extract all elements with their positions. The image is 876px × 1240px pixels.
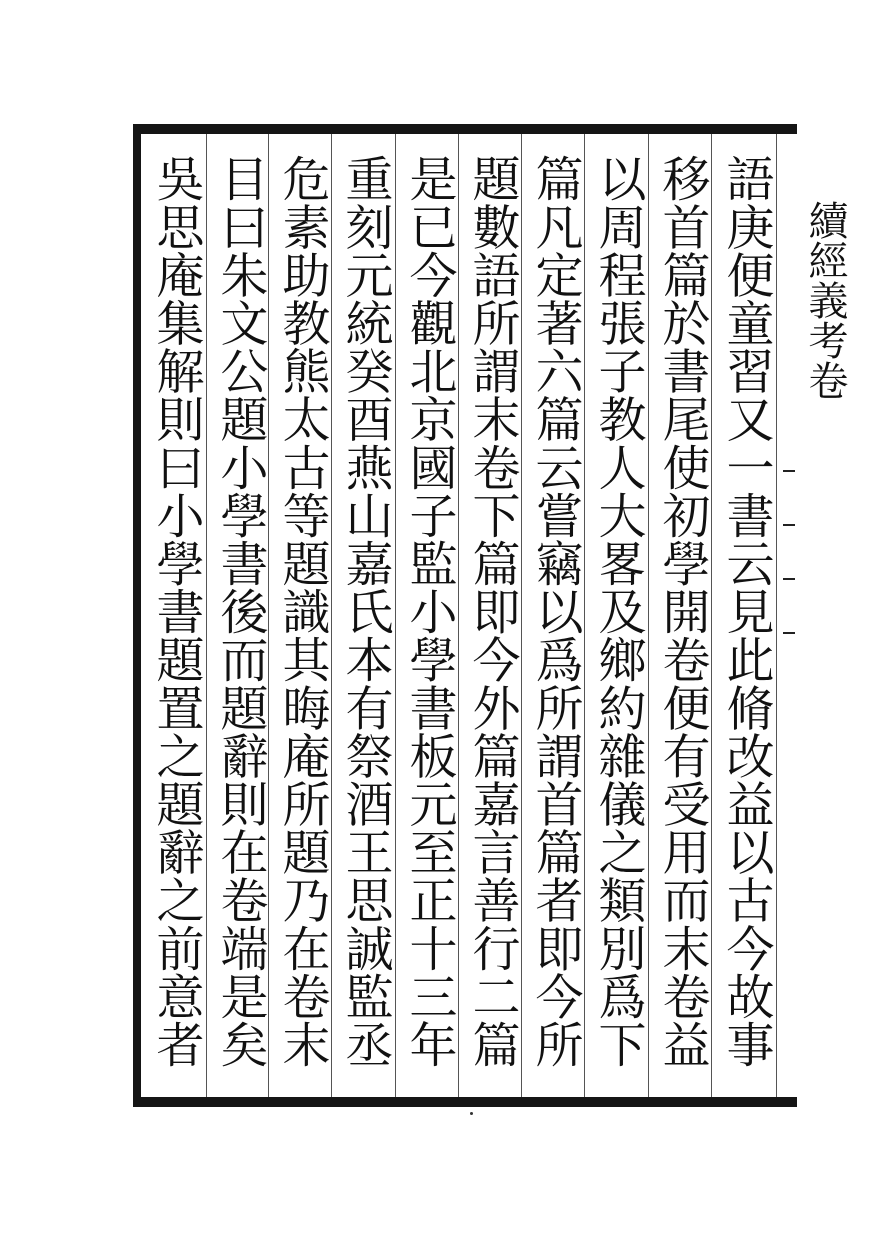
column-divider: [458, 134, 459, 1097]
text-column-10: 吳思庵集解則曰小學書題置之題辭之前意者: [148, 154, 204, 1068]
margin-marks: [783, 470, 795, 700]
column-divider: [395, 134, 396, 1097]
border-left: [133, 124, 141, 1107]
margin-header: 續經義考卷: [802, 200, 848, 400]
column-divider: [711, 134, 712, 1097]
border-bottom: [133, 1097, 797, 1107]
column-divider: [521, 134, 522, 1097]
column-divider: [776, 134, 777, 1097]
column-divider: [648, 134, 649, 1097]
text-column-6: 是已今觀北京國子監小學書板元至正十三年: [401, 154, 457, 1068]
text-column-2: 移首篇於書尾使初學開卷便有受用而末卷益: [654, 154, 710, 1068]
page-speck: [470, 1112, 473, 1115]
text-column-4: 篇凡定著六篇云嘗竊以爲所謂首篇者即今所: [527, 154, 583, 1068]
border-top: [133, 124, 797, 134]
column-divider: [331, 134, 332, 1097]
text-column-5: 題數語所謂末卷下篇即今外篇嘉言善行二篇: [464, 154, 520, 1068]
text-column-7: 重刻元統癸酉燕山嘉氏本有祭酒王思誠監丞: [337, 154, 393, 1068]
column-divider: [268, 134, 269, 1097]
column-divider: [206, 134, 207, 1097]
text-column-1: 語庚便童習又一書云見此脩改益以古今故事: [718, 154, 774, 1068]
text-column-3: 以周程張子教人大畧及鄉約雜儀之類別爲下: [590, 154, 646, 1068]
text-column-9: 目曰朱文公題小學書後而題辭則在卷端是矣: [212, 154, 268, 1068]
column-divider: [584, 134, 585, 1097]
text-column-8: 危素助教熊太古等題識其晦庵所題乃在卷末: [274, 154, 330, 1068]
